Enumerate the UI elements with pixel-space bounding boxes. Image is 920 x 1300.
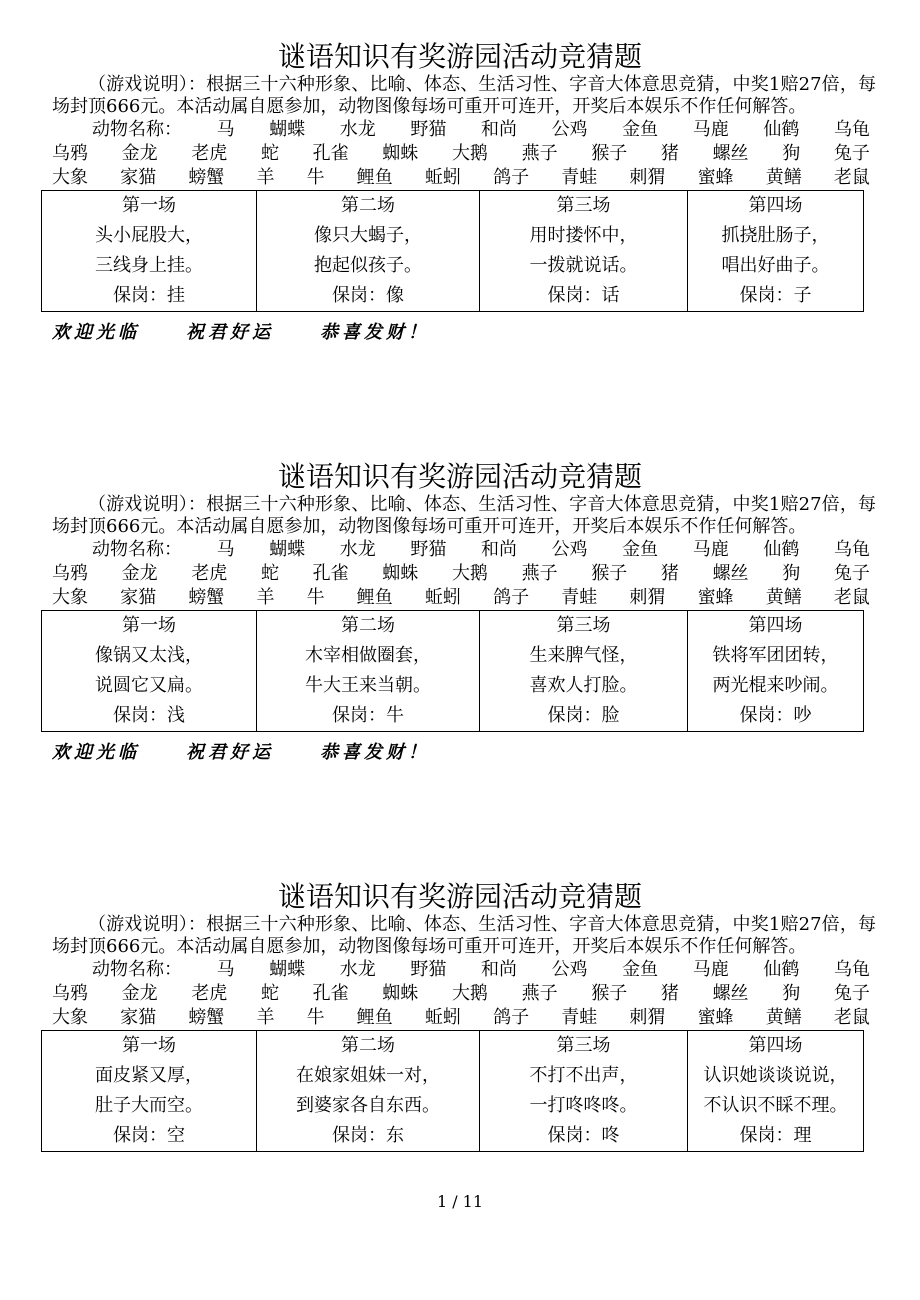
animal-name: 野猫	[410, 119, 447, 140]
animal-name: 羊	[256, 1007, 275, 1028]
riddle-table	[41, 190, 864, 312]
animal-name: 乌鸦	[52, 143, 88, 164]
animal-name: 蝴蝶	[269, 959, 306, 980]
section-title: 谜语知识有奖游园活动竞猜题	[277, 880, 642, 913]
animal-name: 鲤鱼	[356, 587, 393, 608]
riddle-line-2: 说圆它又扁。	[95, 675, 203, 696]
animal-name: 老鼠	[833, 167, 870, 188]
animal-name: 猪	[660, 143, 679, 164]
animal-name: 牛	[306, 1007, 325, 1028]
riddle-line-1: 面皮紧又厚，	[95, 1065, 203, 1086]
animal-name: 螃蟹	[188, 1007, 225, 1028]
animal-name: 蚯蚓	[424, 587, 461, 608]
animal-label: 动物名称：	[92, 959, 182, 980]
animal-name: 猴子	[591, 143, 628, 164]
riddle-line-2: 三线身上挂。	[95, 255, 203, 276]
riddle-line-1: 像只大蝎子，	[314, 225, 422, 246]
animal-name: 马	[216, 959, 235, 980]
animal-name: 螺丝	[712, 563, 749, 584]
page-number: 1 / 11	[436, 1192, 484, 1211]
quiz-section-1	[0, 40, 920, 344]
riddle-line-2: 不认识不睬不理。	[703, 1095, 848, 1116]
round-name: 第三场	[556, 195, 611, 216]
riddle-line-1: 认识她谈谈说说，	[703, 1065, 848, 1086]
round-name: 第二场	[341, 1035, 395, 1056]
animal-name: 牛	[306, 167, 325, 188]
riddle-line-1: 头小屁股大，	[95, 225, 203, 246]
quiz-section-2	[0, 460, 920, 764]
animal-name: 蝴蝶	[269, 119, 306, 140]
animal-row	[52, 142, 870, 166]
animal-name: 蜜蜂	[697, 1007, 734, 1028]
greeting-text: 欢迎光临	[52, 742, 140, 763]
section-title: 谜语知识有奖游园活动竞猜题	[277, 40, 642, 73]
animal-row	[52, 562, 870, 586]
riddle-answer: 保岗：理	[739, 1125, 812, 1146]
animal-name: 鸽子	[493, 167, 530, 188]
animal-list	[52, 958, 870, 1030]
animal-row	[52, 1006, 870, 1030]
round-name: 第一场	[122, 195, 176, 216]
riddle-line-1: 抓挠肚肠子，	[721, 225, 830, 246]
riddle-table	[41, 610, 864, 732]
animal-name: 燕子	[521, 143, 558, 164]
riddle-line-2: 喜欢人打脸。	[529, 675, 638, 696]
animal-name: 大象	[52, 1007, 88, 1028]
animal-name: 仙鹤	[763, 539, 800, 560]
riddle-answer: 保岗：牛	[332, 705, 404, 726]
animal-name: 刺猬	[629, 1007, 666, 1028]
animal-name: 蜘蛛	[382, 563, 419, 584]
animal-label: 动物名称：	[92, 119, 182, 140]
riddle-answer: 保岗：东	[332, 1125, 404, 1146]
animal-name: 蛇	[260, 983, 279, 1004]
animal-name: 螺丝	[712, 143, 749, 164]
animal-name: 仙鹤	[763, 119, 800, 140]
animal-name: 牛	[306, 587, 325, 608]
animal-name: 老鼠	[833, 587, 870, 608]
round-name: 第三场	[556, 1035, 611, 1056]
riddle-line-1: 用时搂怀中，	[529, 225, 638, 246]
animal-name: 猪	[660, 563, 679, 584]
animal-name: 羊	[256, 167, 275, 188]
animal-name: 狗	[782, 143, 801, 164]
animal-row	[52, 586, 870, 610]
riddle-answer: 保岗：脸	[547, 705, 620, 726]
animal-name: 螺丝	[712, 983, 749, 1004]
riddle-line-2: 抱起似孩子。	[314, 255, 422, 276]
animal-name: 刺猬	[629, 167, 666, 188]
quiz-section-3	[0, 880, 920, 1152]
animal-name: 和尚	[480, 119, 517, 140]
riddle-row	[42, 1031, 864, 1152]
riddle-line-1: 不打不出声，	[529, 1065, 638, 1086]
animal-name: 螃蟹	[188, 167, 225, 188]
animal-name: 羊	[256, 587, 275, 608]
round-name: 第四场	[748, 615, 803, 636]
animal-name: 孔雀	[312, 983, 349, 1004]
animal-name: 狗	[782, 563, 801, 584]
animal-name: 黄鳝	[765, 167, 802, 188]
round-cell	[42, 1031, 257, 1152]
animal-name: 大鹅	[451, 143, 488, 164]
animal-name: 和尚	[480, 959, 517, 980]
round-cell	[42, 191, 257, 312]
round-name: 第四场	[748, 195, 803, 216]
animal-name: 马鹿	[692, 119, 729, 140]
animal-name: 燕子	[521, 983, 558, 1004]
riddle-line-1: 生来脾气怪，	[529, 645, 638, 666]
animal-name: 大象	[52, 167, 88, 188]
round-cell	[688, 1031, 864, 1152]
riddle-answer: 保岗：子	[739, 285, 812, 306]
round-name: 第四场	[748, 1035, 803, 1056]
riddle-row	[42, 191, 864, 312]
animal-name: 老虎	[191, 143, 228, 164]
animal-name: 马鹿	[692, 539, 729, 560]
animal-name: 燕子	[521, 563, 558, 584]
animal-name: 蜜蜂	[697, 167, 734, 188]
animal-name: 孔雀	[312, 563, 349, 584]
game-instructions: （游戏说明）：根据三十六种形象、比喻、体态、生活习性、字音大体意思竞猜，中奖1赔27倍，每场封顶666元。本活动属自愿参加，动物图像每场可重开可连开，开奖后本娱乐不作任何解答。	[52, 74, 876, 117]
riddle-line-2: 到婆家各自东西。	[296, 1095, 440, 1116]
animal-name: 蜜蜂	[697, 587, 734, 608]
riddle-answer: 保岗：挂	[113, 285, 185, 306]
animal-name: 马	[216, 539, 235, 560]
riddle-line-1: 在娘家姐妹一对，	[296, 1065, 440, 1086]
round-cell	[688, 191, 864, 312]
animal-name: 马鹿	[692, 959, 729, 980]
animal-name: 水龙	[339, 119, 376, 140]
animal-name: 乌龟	[833, 539, 870, 560]
riddle-answer: 保岗：像	[332, 285, 404, 306]
animal-name: 仙鹤	[763, 959, 800, 980]
animal-row	[52, 982, 870, 1006]
round-cell	[688, 611, 864, 732]
animal-name: 猴子	[591, 563, 628, 584]
animal-name: 乌龟	[833, 119, 870, 140]
animal-name: 金鱼	[622, 119, 659, 140]
riddle-line-2: 肚子大而空。	[95, 1095, 203, 1116]
round-name: 第三场	[556, 615, 611, 636]
animal-row	[52, 538, 870, 562]
animal-name: 刺猬	[629, 587, 666, 608]
riddle-line-2: 两光棍来吵闹。	[712, 675, 839, 696]
animal-name: 乌鸦	[52, 983, 88, 1004]
animal-name: 青蛙	[561, 167, 598, 188]
greeting-text: 恭喜发财！	[320, 322, 430, 343]
animal-name: 黄鳝	[765, 1007, 802, 1028]
animal-name: 金龙	[121, 143, 158, 164]
animal-name: 金龙	[121, 983, 158, 1004]
animal-name: 乌龟	[833, 959, 870, 980]
round-cell	[257, 191, 480, 312]
riddle-line-1: 像锅又太浅，	[95, 645, 203, 666]
animal-name: 蛇	[260, 143, 279, 164]
animal-name: 野猫	[410, 539, 447, 560]
animal-name: 乌鸦	[52, 563, 88, 584]
animal-name: 猴子	[591, 983, 628, 1004]
riddle-line-2: 一打咚咚咚。	[529, 1095, 638, 1116]
greeting-text: 欢迎光临	[52, 322, 140, 343]
animal-label: 动物名称：	[92, 539, 182, 560]
animal-name: 金龙	[121, 563, 158, 584]
animal-name: 鸽子	[493, 587, 530, 608]
animal-name: 蛇	[260, 563, 279, 584]
greeting-text: 祝君好运	[186, 322, 274, 343]
round-cell	[480, 191, 688, 312]
animal-name: 蜘蛛	[382, 983, 419, 1004]
animal-name: 老虎	[191, 983, 228, 1004]
animal-name: 和尚	[480, 539, 517, 560]
animal-name: 蚯蚓	[424, 1007, 461, 1028]
animal-name: 公鸡	[551, 119, 588, 140]
animal-name: 黄鳝	[765, 587, 802, 608]
animal-name: 大鹅	[451, 983, 488, 1004]
animal-name: 家猫	[120, 167, 157, 188]
round-cell	[480, 611, 688, 732]
riddle-line-2: 牛大王来当朝。	[305, 675, 431, 696]
riddle-answer: 保岗：话	[547, 285, 620, 306]
animal-name: 金鱼	[622, 539, 659, 560]
animal-name: 狗	[782, 983, 801, 1004]
animal-name: 公鸡	[551, 959, 588, 980]
animal-row	[52, 958, 870, 982]
greeting-line	[52, 738, 920, 764]
round-name: 第二场	[341, 195, 395, 216]
greeting-text: 祝君好运	[186, 742, 274, 763]
animal-name: 水龙	[339, 959, 376, 980]
round-cell	[42, 611, 257, 732]
animal-name: 鲤鱼	[356, 167, 393, 188]
game-instructions: （游戏说明）：根据三十六种形象、比喻、体态、生活习性、字音大体意思竞猜，中奖1赔27倍，每场封顶666元。本活动属自愿参加，动物图像每场可重开可连开，开奖后本娱乐不作任何解答。	[52, 494, 876, 537]
animal-name: 家猫	[120, 587, 157, 608]
riddle-table	[41, 1030, 864, 1152]
animal-name: 蚯蚓	[424, 167, 461, 188]
animal-name: 马	[216, 119, 235, 140]
animal-name: 水龙	[339, 539, 376, 560]
game-instructions: （游戏说明）：根据三十六种形象、比喻、体态、生活习性、字音大体意思竞猜，中奖1赔27倍，每场封顶666元。本活动属自愿参加，动物图像每场可重开可连开，开奖后本娱乐不作任何解答。	[52, 914, 876, 957]
greeting-line	[52, 318, 920, 344]
round-cell	[480, 1031, 688, 1152]
animal-name: 蜘蛛	[382, 143, 419, 164]
animal-list	[52, 118, 870, 190]
riddle-line-2: 一拨就说话。	[529, 255, 638, 276]
animal-name: 青蛙	[561, 1007, 598, 1028]
round-cell	[257, 611, 480, 732]
round-cell	[257, 1031, 480, 1152]
animal-name: 老虎	[191, 563, 228, 584]
animal-name: 青蛙	[561, 587, 598, 608]
riddle-line-1: 铁将军团团转，	[712, 645, 839, 666]
animal-name: 猪	[660, 983, 679, 1004]
section-title: 谜语知识有奖游园活动竞猜题	[277, 460, 642, 493]
animal-name: 野猫	[410, 959, 447, 980]
animal-name: 老鼠	[833, 1007, 870, 1028]
animal-name: 家猫	[120, 1007, 157, 1028]
animal-name: 鲤鱼	[356, 1007, 393, 1028]
animal-name: 螃蟹	[188, 587, 225, 608]
riddle-answer: 保岗：空	[113, 1125, 185, 1146]
riddle-answer: 保岗：咚	[547, 1125, 620, 1146]
greeting-text: 恭喜发财！	[320, 742, 430, 763]
animal-row	[52, 118, 870, 142]
animal-name: 孔雀	[312, 143, 349, 164]
riddle-line-2: 唱出好曲子。	[721, 255, 830, 276]
round-name: 第二场	[341, 615, 395, 636]
animal-row	[52, 166, 870, 190]
animal-name: 兔子	[833, 143, 870, 164]
animal-name: 公鸡	[551, 539, 588, 560]
riddle-line-1: 木宰相做圈套，	[305, 645, 431, 666]
animal-list	[52, 538, 870, 610]
riddle-answer: 保岗：浅	[113, 705, 185, 726]
round-name: 第一场	[122, 615, 176, 636]
animal-name: 金鱼	[622, 959, 659, 980]
animal-name: 鸽子	[493, 1007, 530, 1028]
riddle-answer: 保岗：吵	[739, 705, 812, 726]
round-name: 第一场	[122, 1035, 176, 1056]
riddle-row	[42, 611, 864, 732]
animal-name: 兔子	[833, 983, 870, 1004]
animal-name: 蝴蝶	[269, 539, 306, 560]
animal-name: 大象	[52, 587, 88, 608]
animal-name: 兔子	[833, 563, 870, 584]
animal-name: 大鹅	[451, 563, 488, 584]
